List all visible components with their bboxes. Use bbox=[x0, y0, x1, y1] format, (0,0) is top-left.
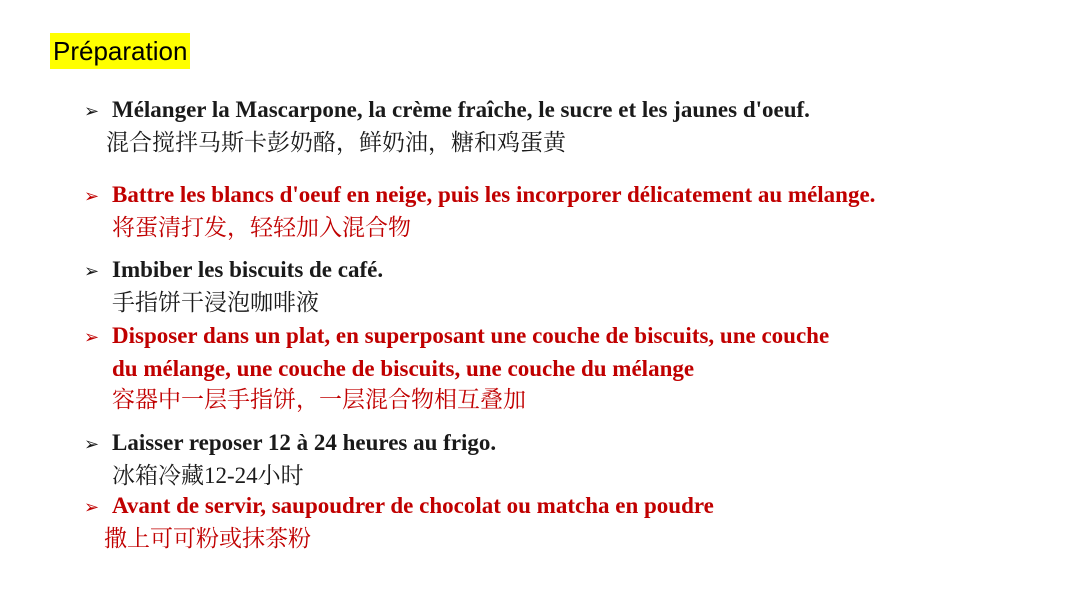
page-title: Préparation bbox=[50, 33, 190, 69]
step-2-chinese: 将蛋清打发，轻轻加入混合物 bbox=[112, 215, 411, 240]
step-6 bbox=[84, 490, 714, 554]
step-5 bbox=[84, 427, 496, 491]
arrowhead-bullet-icon: ➢ bbox=[84, 327, 100, 348]
arrowhead-bullet-icon: ➢ bbox=[84, 497, 100, 518]
step-3-chinese: 手指饼干浸泡咖啡液 bbox=[112, 290, 319, 315]
step-3-french: Imbiber les biscuits de café. bbox=[112, 257, 384, 282]
step-4 bbox=[84, 320, 829, 415]
step-2-french: Battre les blancs d'oeuf en neige, puis les incorporer délicatement au mélange. bbox=[112, 182, 876, 207]
step-6-chinese: 撒上可可粉或抹茶粉 bbox=[104, 526, 311, 551]
arrowhead-bullet-icon: ➢ bbox=[84, 261, 100, 282]
step-6-french: Avant de servir, saupoudrer de chocolat ou matcha en poudre bbox=[112, 493, 714, 518]
arrowhead-bullet-icon: ➢ bbox=[84, 101, 100, 122]
step-1-french: Mélanger la Mascarpone, la crème fraîche, le sucre et les jaunes d'oeuf. bbox=[112, 97, 810, 122]
step-5-chinese: 冰箱冷藏12-24小时 bbox=[112, 463, 304, 488]
step-4-french-line-2: du mélange, une couche de biscuits, une couche du mélange bbox=[112, 356, 695, 381]
step-3 bbox=[84, 254, 383, 318]
step-1-chinese: 混合搅拌马斯卡彭奶酪，鲜奶油，糖和鸡蛋黄 bbox=[106, 130, 566, 155]
arrowhead-bullet-icon: ➢ bbox=[84, 186, 100, 207]
arrowhead-bullet-icon: ➢ bbox=[84, 434, 100, 455]
step-4-french-line-1: Disposer dans un plat, en superposant une couche de biscuits, une couche bbox=[112, 323, 830, 348]
step-4-chinese: 容器中一层手指饼，一层混合物相互叠加 bbox=[112, 387, 526, 412]
step-1 bbox=[84, 94, 810, 158]
step-2 bbox=[84, 179, 875, 243]
step-5-french: Laisser reposer 12 à 24 heures au frigo. bbox=[112, 430, 497, 455]
